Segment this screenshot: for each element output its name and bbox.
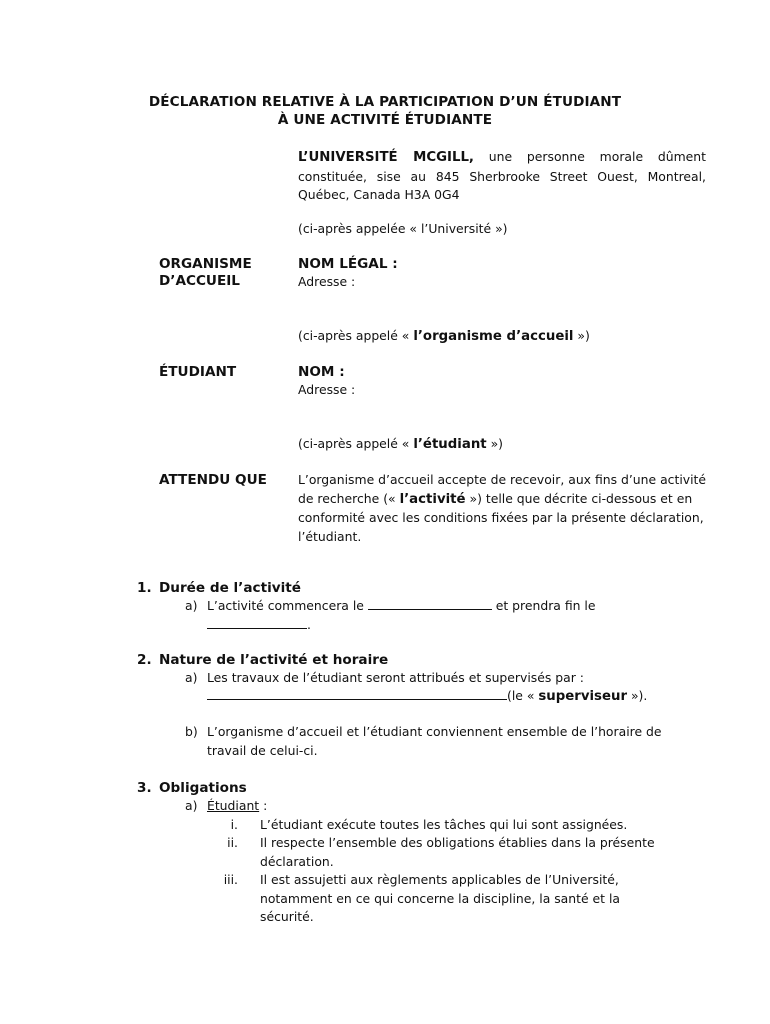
obligation-item-marker: i. bbox=[230, 817, 238, 832]
obligation-item-marker: ii. bbox=[227, 835, 238, 850]
host-alias-prefix: (ci-après appelé « bbox=[298, 328, 414, 343]
obligation-item-line: notamment en ce qui concerne la discipline, la santé et la bbox=[260, 890, 621, 906]
host-alias-suffix: ») bbox=[573, 328, 590, 343]
section-2a-suffix1: (le « bbox=[507, 688, 539, 703]
whereas-label: ATTENDU QUE bbox=[159, 472, 267, 488]
obligation-item-line: sécurité. bbox=[260, 909, 314, 924]
section-1-number: 1. bbox=[137, 580, 152, 596]
whereas-line2-bold: l’activité bbox=[399, 491, 466, 507]
obligation-item-line: Il respecte l’ensemble des obligations établies dans la présente bbox=[260, 835, 655, 850]
section-2b-text bbox=[207, 723, 662, 760]
whereas-line2-suffix: ») telle que décrite ci-dessous et en bbox=[465, 490, 693, 506]
host-legal-name-label: NOM LÉGAL : bbox=[298, 256, 398, 272]
host-label-line1: ORGANISME bbox=[159, 256, 252, 272]
section-3a-marker: a) bbox=[185, 798, 198, 813]
section-2a-suffix2: »). bbox=[627, 688, 648, 703]
student-label: ÉTUDIANT bbox=[159, 364, 237, 380]
whereas-line3: conformité avec les conditions fixées par la présente déclaration, bbox=[298, 510, 704, 525]
student-alias bbox=[298, 435, 503, 455]
student-address-label: Adresse : bbox=[298, 382, 356, 397]
section-1a-marker: a) bbox=[185, 598, 198, 613]
section-3a-label: Étudiant bbox=[207, 798, 260, 813]
host-alias bbox=[298, 327, 590, 347]
obligation-item-line: déclaration. bbox=[260, 853, 334, 869]
student-alias-prefix: (ci-après appelé « bbox=[298, 436, 414, 451]
section-3a-label-wrap bbox=[207, 797, 267, 816]
obligation-item-line: Il est assujetti aux règlements applicables de l’Université, bbox=[260, 872, 619, 887]
section-1-heading: Durée de l’activité bbox=[159, 580, 301, 596]
whereas-text bbox=[298, 471, 718, 546]
section-1a-text1: L’activité commencera le bbox=[207, 598, 368, 613]
whereas-line4: l’étudiant. bbox=[298, 528, 362, 544]
document-title-line2: À UNE ACTIVITÉ ÉTUDIANTE bbox=[277, 112, 493, 128]
university-block bbox=[298, 148, 706, 205]
section-2b-line1: L’organisme d’accueil et l’étudiant conviennent ensemble de l’horaire de bbox=[207, 724, 662, 739]
section-3a-colon: : bbox=[259, 798, 268, 813]
university-description: une personne morale dûment constituée, sise au 845 Sherbrooke Street Ouest, Montreal, Québec, Canada H3A 0G4 bbox=[298, 149, 707, 202]
section-1a-end: . bbox=[307, 617, 311, 632]
obligation-item-text bbox=[260, 871, 620, 927]
obligation-item-text bbox=[260, 816, 627, 835]
student-name-label: NOM : bbox=[298, 364, 345, 380]
university-name: L’UNIVERSITÉ MCGILL, bbox=[298, 150, 474, 165]
obligation-item-text bbox=[260, 834, 655, 871]
section-1a-end-line bbox=[207, 616, 311, 635]
section-3-number: 3. bbox=[137, 780, 152, 796]
section-2a-marker: a) bbox=[185, 670, 198, 685]
section-1a-text2: et prendra fin le bbox=[491, 598, 596, 613]
section-3-heading: Obligations bbox=[159, 780, 247, 796]
host-label-line2: D’ACCUEIL bbox=[159, 273, 240, 289]
section-2a-supervisor-line bbox=[207, 687, 647, 707]
section-2-heading: Nature de l’activité et horaire bbox=[159, 652, 389, 668]
obligation-item-line: L’étudiant exécute toutes les tâches qui lui sont assignées. bbox=[260, 817, 628, 832]
start-date-blank[interactable] bbox=[368, 597, 492, 610]
section-2a-bold: superviseur bbox=[538, 689, 628, 704]
student-alias-suffix: ») bbox=[486, 436, 504, 451]
host-alias-bold: l’organisme d’accueil bbox=[413, 329, 574, 344]
end-date-blank[interactable] bbox=[207, 616, 307, 629]
section-2b-line2: travail de celui-ci. bbox=[207, 742, 318, 758]
university-alias: (ci-après appelée « l’Université ») bbox=[298, 221, 508, 236]
document-title-line1: DÉCLARATION RELATIVE À LA PARTICIPATION D’UN ÉTUDIANT bbox=[148, 94, 622, 110]
section-1a-text bbox=[207, 597, 596, 616]
section-2a-text: Les travaux de l’étudiant seront attribués et supervisés par : bbox=[207, 670, 584, 685]
section-2b-marker: b) bbox=[185, 724, 198, 739]
student-alias-bold: l’étudiant bbox=[413, 437, 487, 452]
host-address-label: Adresse : bbox=[298, 274, 356, 289]
whereas-line2-prefix: de recherche (« bbox=[298, 490, 400, 506]
supervisor-blank[interactable] bbox=[207, 687, 507, 700]
whereas-line2 bbox=[298, 490, 718, 510]
section-2-number: 2. bbox=[137, 652, 152, 668]
obligation-item-marker: iii. bbox=[223, 872, 238, 887]
whereas-line1: L’organisme d’accueil accepte de recevoir, aux fins d’une activité bbox=[298, 472, 707, 487]
